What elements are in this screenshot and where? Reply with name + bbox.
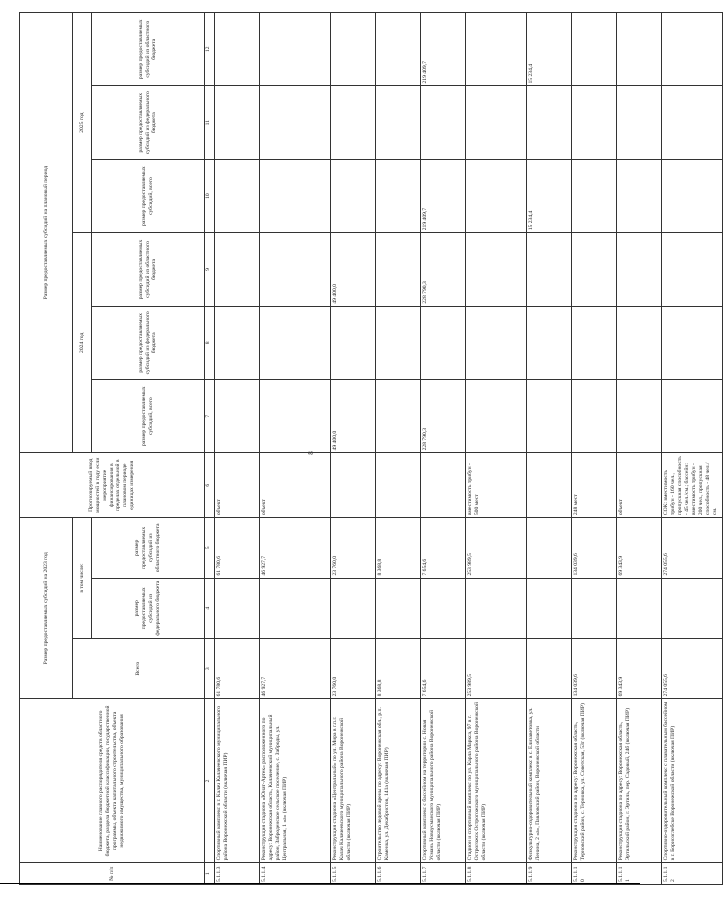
reg-2023: 69 343,9	[617, 518, 662, 578]
reg-2025	[466, 13, 527, 87]
total-2023: 61 780,6	[215, 638, 260, 698]
reg-2023: 274 055,6	[662, 518, 723, 578]
fed-2023	[331, 578, 376, 638]
header-fed-2023: размер предоставляемых субсидий из федерального бюджета	[92, 578, 205, 638]
reg-2023: 253 989,5	[466, 518, 527, 578]
object-name: Спортивно-оздоровительный комплекс с плавательным бассейном в г. Борисоглебске Воронежской области (включая ПИР)	[662, 699, 723, 863]
object-name: Стадион и спортивный комплекс по ул. Карла Маркса, 97 в г. Острогожск Острогожского муниципального района Воронежской области (включая ПИР)	[466, 699, 527, 863]
table-row	[466, 13, 527, 885]
subsidy-table	[19, 12, 723, 885]
column-number: 3	[205, 638, 215, 698]
header-incl: в том числе:	[73, 518, 92, 639]
reg-2024	[466, 233, 527, 306]
total-2025	[662, 159, 723, 232]
fed-2025	[662, 86, 723, 159]
column-number: 2	[205, 699, 215, 863]
reg-2023: 8 368,8	[376, 518, 421, 578]
fed-2024	[617, 306, 662, 379]
total-2024	[527, 380, 572, 453]
total-2023	[527, 638, 572, 698]
fed-2023	[466, 578, 527, 638]
column-number: 1	[205, 863, 215, 885]
header-total-2024: размер предоставляемых субсидий, всего	[92, 380, 205, 453]
fed-2025	[527, 86, 572, 159]
total-2025	[572, 159, 617, 232]
total-2024	[662, 380, 723, 453]
total-2023: 134 039,6	[572, 638, 617, 698]
table-row	[215, 13, 260, 885]
fed-2024	[331, 306, 376, 379]
fed-2025	[572, 86, 617, 159]
fed-2025	[260, 86, 331, 159]
column-number: 10	[205, 159, 215, 232]
total-2023: 69 343,9	[617, 638, 662, 698]
object-name: Реконструкция стадиона по адресу: Воронежская область, Терновский район, с. Терновка, ул. Советская, 53г (включая ПИР)	[572, 699, 617, 863]
total-2023: 7 654,6	[421, 638, 466, 698]
total-2023: 274 055,6	[662, 638, 723, 698]
reg-2024	[662, 233, 723, 306]
fed-2025	[617, 86, 662, 159]
fed-2023	[527, 578, 572, 638]
header-reg-2024: размер предоставляемых субсидий из областного бюджета	[92, 233, 205, 306]
fed-2024	[260, 306, 331, 379]
object-name: Реконструкция стадиона по адресу: Воронежская область, Эртильский район, г. Эртиль, пер. Садовый, 24б (включая ПИР)	[617, 699, 662, 863]
column-number: 8	[205, 306, 215, 379]
reg-2024	[260, 233, 331, 306]
header-total-2025: размер предоставляемых субсидий, всего	[92, 159, 205, 232]
capacity: 248 мест	[572, 453, 617, 518]
capacity	[376, 453, 421, 518]
reg-2024: 49 400,0	[331, 233, 376, 306]
fed-2023	[260, 578, 331, 638]
row-number: 5.1.1.12	[662, 863, 723, 885]
table-row	[260, 13, 331, 885]
reg-2023	[527, 518, 572, 578]
fed-2023	[376, 578, 421, 638]
total-2023: 46 927,7	[260, 638, 331, 698]
header-num: № п/п	[20, 863, 205, 885]
fed-2025	[466, 86, 527, 159]
total-2025: 15 234,4	[527, 159, 572, 232]
capacity: объект	[617, 453, 662, 518]
capacity: объект	[260, 453, 331, 518]
reg-2024	[572, 233, 617, 306]
table-row	[617, 13, 662, 885]
column-number: 6	[205, 453, 215, 518]
fed-2023	[572, 578, 617, 638]
object-name: Реконструкция стадиона «Центральный» по ул. Мира в г.п.г. Калач Калачеевского муниципального района Воронежской области (включая ПИР)	[331, 699, 376, 863]
total-2024	[466, 380, 527, 453]
object-name: Строительство ледовой арены по адресу: Воронежская обл., р.п. Каменка, ул. Декабристов, 141а (включая ПИР)	[376, 699, 421, 863]
fed-2025	[421, 86, 466, 159]
total-2023: 253 989,5	[466, 638, 527, 698]
reg-2025	[215, 13, 260, 87]
fed-2025	[376, 86, 421, 159]
fed-2025	[215, 86, 260, 159]
row-number: 5.1.1.4	[260, 863, 331, 885]
total-2025	[466, 159, 527, 232]
reg-2024: 228 790,3	[421, 233, 466, 306]
total-2023: 8 368,8	[376, 638, 421, 698]
fed-2024	[527, 306, 572, 379]
total-2024: 49 400,0	[331, 380, 376, 453]
row-number: 5.1.1.8	[466, 863, 527, 885]
header-total: Всего	[73, 638, 205, 698]
total-2024	[260, 380, 331, 453]
header-subsidy-2023: Размер предоставляемых субсидий на 2023 год	[20, 518, 73, 699]
reg-2024	[527, 233, 572, 306]
header-year-2024: 2024 год	[73, 233, 92, 453]
object-name: Спортивный комплекс в г. Калач Калачеевского муниципального района Воронежской области (включая ПИР)	[215, 699, 260, 863]
object-name: Спортивный комплекс с бассейном на территории с. Новая Усмань Новоусманского муниципального района Воронежской области (включая ПИР)	[421, 699, 466, 863]
fed-2023	[617, 578, 662, 638]
row-number: 5.1.1.7	[421, 863, 466, 885]
header-year-2025: 2025 год	[73, 13, 92, 233]
footer-rule	[0, 883, 640, 884]
table-row	[662, 13, 723, 885]
reg-2023: 23 760,0	[331, 518, 376, 578]
reg-2023: 134 039,6	[572, 518, 617, 578]
column-number-row	[205, 13, 215, 885]
row-number: 5.1.1.9	[527, 863, 572, 885]
reg-2024	[617, 233, 662, 306]
fed-2024	[466, 306, 527, 379]
reg-2025: 15 234,4	[527, 13, 572, 87]
capacity: объект	[215, 453, 260, 518]
reg-2025	[662, 13, 723, 87]
column-number: 5	[205, 518, 215, 578]
capacity	[527, 453, 572, 518]
reg-2024	[215, 233, 260, 306]
column-number: 9	[205, 233, 215, 306]
page-number: 8	[307, 451, 315, 455]
row-number: 5.1.1.6	[376, 863, 421, 885]
total-2024	[215, 380, 260, 453]
reg-2025	[260, 13, 331, 87]
header-fed-2024: размер предоставляемых субсидий из федерального бюджета	[92, 306, 205, 379]
column-number: 7	[205, 380, 215, 453]
table-row	[331, 13, 376, 885]
reg-2025	[617, 13, 662, 87]
reg-2023: 7 654,6	[421, 518, 466, 578]
reg-2025	[376, 13, 421, 87]
object-name: Физкультурно-оздоровительный комплекс в с. Елизаветовка, ул. Ленина, 2 «а», Павловский район, Воронежской области	[527, 699, 572, 863]
reg-2024	[376, 233, 421, 306]
total-2025: 219 409,7	[421, 159, 466, 232]
header-reg-2025: размер предоставляемых субсидий из областного бюджета	[92, 13, 205, 87]
capacity	[331, 453, 376, 518]
table-row	[421, 13, 466, 885]
header-reg-2023: размер предоставляемых субсидий из областного бюджета	[92, 518, 205, 578]
header-name: Наименование главного распорядителя средств областного бюджета, раздела бюджетной классификации, государственной программы, объекта капитального строительства, объекта недвижимого имущества, муниципального образования	[20, 699, 205, 863]
total-2024	[617, 380, 662, 453]
reg-2023: 61 780,6	[215, 518, 260, 578]
table-row	[527, 13, 572, 885]
capacity: СОК: вместимость трибун - 160 чел., пропускная способность - 45 чел./см.; бассейн: вместимость трибун - 200 чел., пропускная способность - 48 чел./см.	[662, 453, 723, 518]
subsidy-table-rotated	[19, 12, 718, 885]
fed-2025	[331, 86, 376, 159]
total-2025	[260, 159, 331, 232]
row-number: 5.1.1.10	[572, 863, 617, 885]
fed-2023	[421, 578, 466, 638]
total-2025	[376, 159, 421, 232]
reg-2025	[331, 13, 376, 87]
reg-2025: 219 409,7	[421, 13, 466, 87]
object-name: Реконструкция стадиона «Юнат-Артек» расположенного по адресу: Воронежская область, Калачеевский муниципальный район, Заброденское сельское поселение, с. Заброды, ул. Центральная, 1 «а» (включая ПИР)	[260, 699, 331, 863]
total-2025	[331, 159, 376, 232]
row-number: 5.1.1.5	[331, 863, 376, 885]
fed-2023	[215, 578, 260, 638]
capacity	[421, 453, 466, 518]
header-capacity: Прогнозируемый ввод мощностей в году если мероприятие финансирования в пределах отдельной в плановом периоде единицах измерения	[20, 453, 205, 518]
capacity: вместимость трибун - 500 мест	[466, 453, 527, 518]
total-2024: 228 790,3	[421, 380, 466, 453]
fed-2023	[662, 578, 723, 638]
header-planned-period: Размер предоставляемых субсидий на плановый период	[20, 13, 73, 453]
reg-2023: 46 927,7	[260, 518, 331, 578]
total-2023: 23 760,0	[331, 638, 376, 698]
total-2025	[215, 159, 260, 232]
total-2025	[617, 159, 662, 232]
fed-2024	[572, 306, 617, 379]
row-number: 5.1.1.11	[617, 863, 662, 885]
column-number: 4	[205, 578, 215, 638]
table-row	[376, 13, 421, 885]
table-row	[572, 13, 617, 885]
fed-2024	[215, 306, 260, 379]
header-row-1	[20, 13, 73, 885]
row-number: 5.1.1.3	[215, 863, 260, 885]
header-fed-2025: размер предоставляемых субсидий из федерального бюджета	[92, 86, 205, 159]
fed-2024	[662, 306, 723, 379]
reg-2025	[572, 13, 617, 87]
total-2024	[376, 380, 421, 453]
column-number: 11	[205, 86, 215, 159]
fed-2024	[421, 306, 466, 379]
total-2024	[572, 380, 617, 453]
column-number: 12	[205, 13, 215, 87]
fed-2024	[376, 306, 421, 379]
